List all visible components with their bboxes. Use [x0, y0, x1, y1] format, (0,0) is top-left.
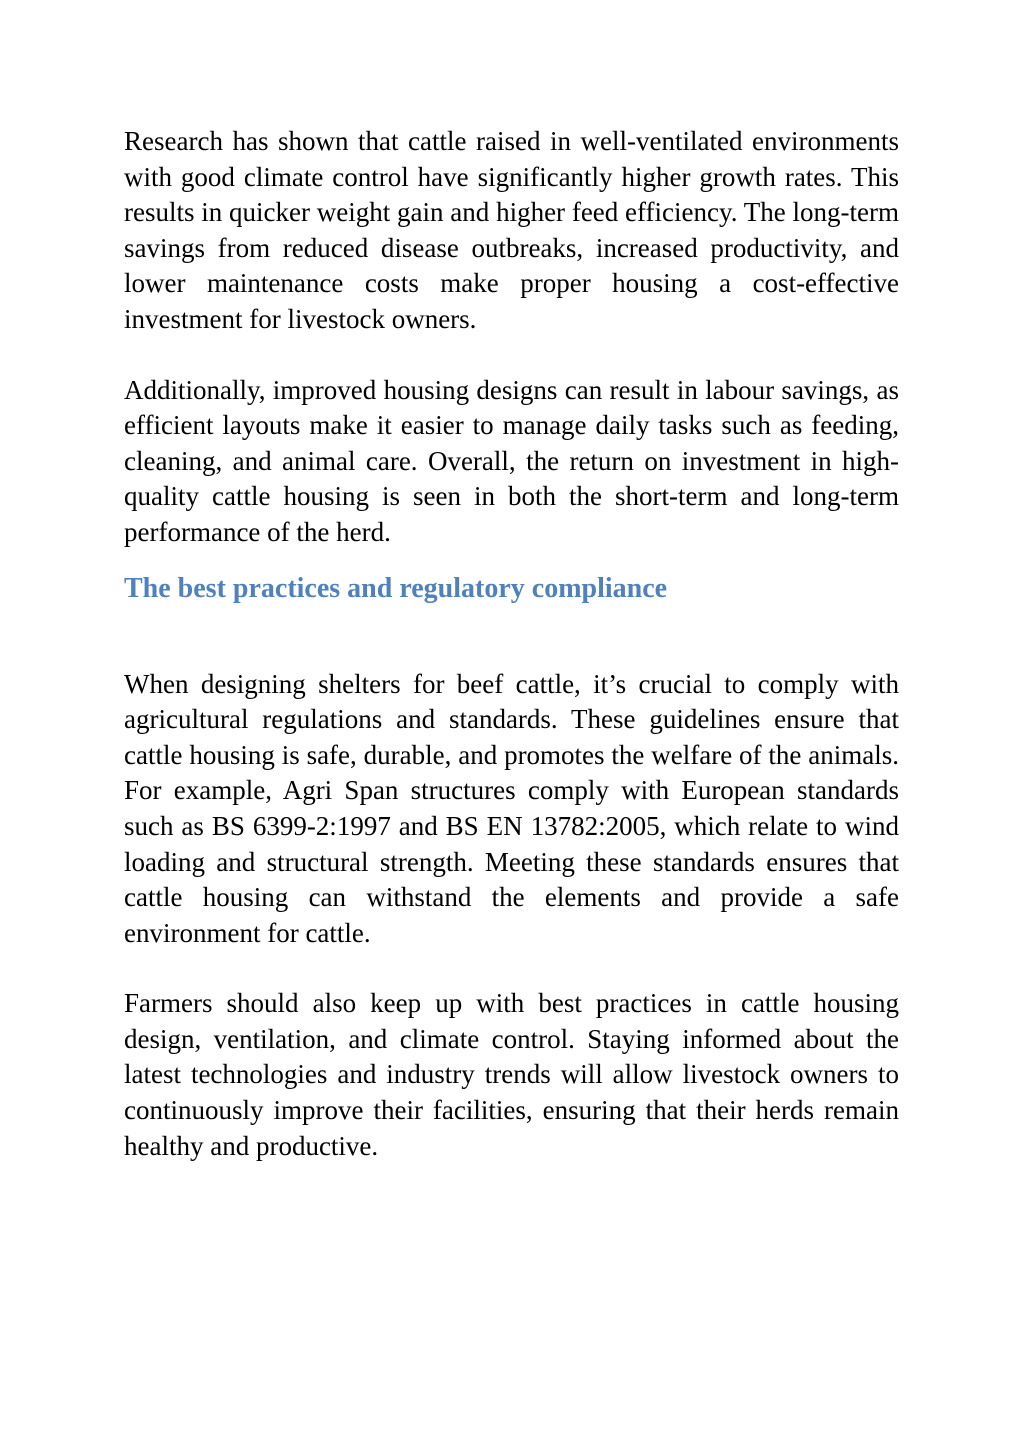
- paragraph-labour-savings: Additionally, improved housing designs can result in labour savings, as efficient layouts make it easier to manage daily tasks such as feeding, cleaning, and animal care. Overall, the return on investment in high-quality cattle housing is seen in both the short-term and long-term performance of the herd.: [124, 374, 899, 547]
- section-heading: The best practices and regulatory compliance: [124, 572, 668, 604]
- paragraph-best-practices: Farmers should also keep up with best practices in cattle housing design, ventilation, and climate control. Staying informed about the latest technologies and industry trends will allow livestock owners to continuously improve their facilities, ensuring that their herds remain healthy and productive.: [124, 988, 899, 1161]
- document-page: [124, 124, 899, 1164]
- paragraph-roi-growth: Research has shown that cattle raised in well-ventilated environments with good climate control have significantly higher growth rates. This results in quicker weight gain and higher feed efficiency. The long-term savings from reduced disease outbreaks, increased productivity, and lower maintenance costs make proper housing a cost-effective investment for livestock owners.: [124, 126, 899, 334]
- paragraph-regulations: When designing shelters for beef cattle, it’s crucial to comply with agricultural regulations and standards. These guidelines ensure that cattle housing is safe, durable, and promotes the welfare of the animals. For example, Agri Span structures comply with European standards such as BS 6399-2:1997 and BS EN 13782:2005, which relate to wind loading and structural strength. Meeting these standards ensures that cattle housing can withstand the elements and provide a safe environment for cattle.: [124, 668, 899, 948]
